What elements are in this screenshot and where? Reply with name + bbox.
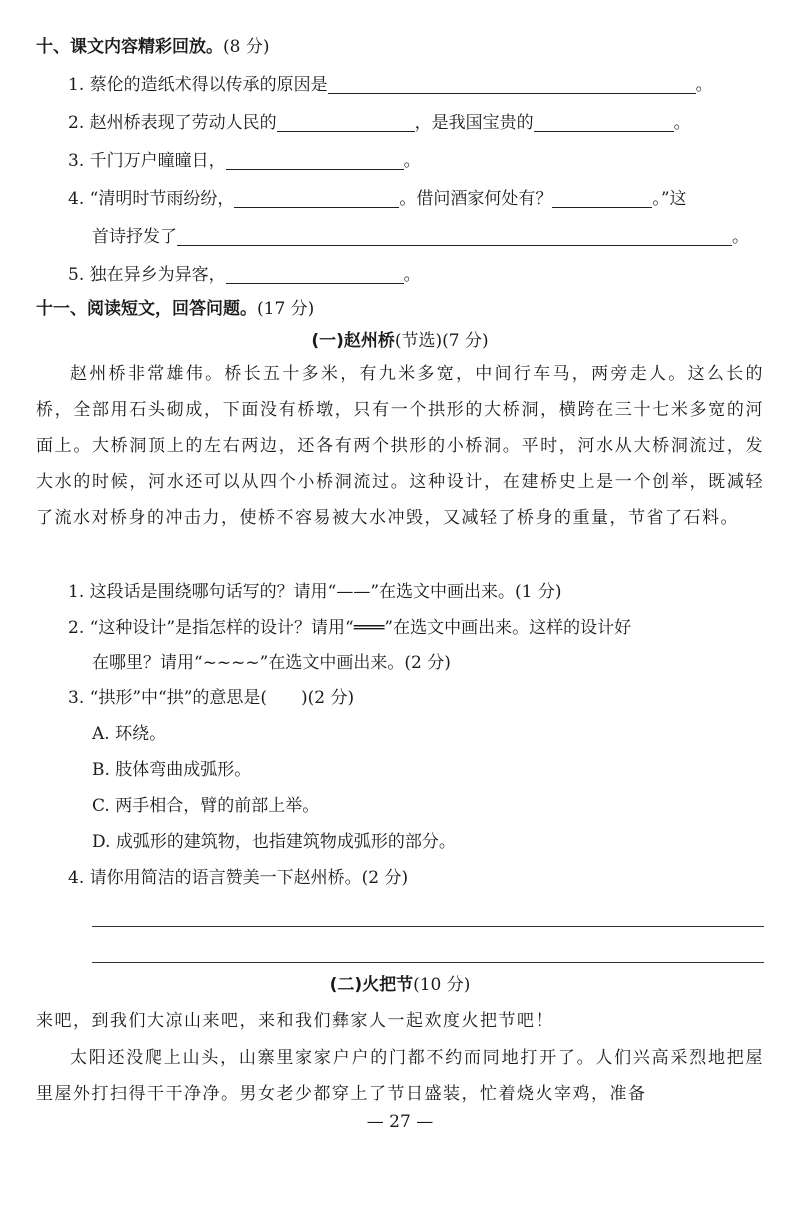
question-10-4-continued: 首诗抒发了 。 [92, 220, 764, 254]
passage-2-text: 太阳还没爬上山头，山寨里家家户户的门都不约而同地打开了。人们兴高采烈地把屋里屋外打扫得干干净净。男女老少都穿上了节日盛装，忙着烧火宰鸡，准备 [36, 1048, 764, 1104]
question-10-2: 2. 赵州桥表现了劳动人民的 ，是我国宝贵的 。 [68, 106, 764, 140]
question-11-1-1: 1. 这段话是围绕哪句话写的？请用“——”在选文中画出来。(1 分) [68, 582, 562, 602]
answer-blank[interactable] [177, 223, 732, 246]
question-11-1-2-continued: 在哪里？请用“~~~~”在选文中画出来。(2 分) [92, 653, 451, 673]
passage-1-text: 赵州桥非常雄伟。桥长五十多米，有九米多宽，中间行车马，两旁走人。这么长的桥，全部用石头砌成，下面没有桥墩，只有一个拱形的大桥洞，横跨在三十七米多宽的河面上。大桥洞顶上的左右两边，还各有两个拱形的小桥洞。平时，河水从大桥洞流过，发大水的时候，河水还可以从四个小桥洞流过。这种设计，在建桥史上是一个创举，既减轻了流水对桥身的冲击力，使桥不容易被大水冲毁，又减轻了桥身的重量，节省了石料。 [36, 364, 764, 528]
option-b[interactable]: B. 肢体弯曲成弧形。 [92, 760, 252, 780]
question-11-1-2: 2. “这种设计”是指怎样的设计？请用“═══”在选文中画出来。这样的设计好 [68, 618, 632, 638]
answer-line[interactable] [92, 926, 764, 927]
passage-1-heading: (一)赵州桥(节选)(7 分) [311, 331, 489, 351]
answer-blank[interactable] [277, 109, 415, 132]
page-number: — 27 — [366, 1112, 434, 1132]
passage-2-line-1: 来吧，到我们大凉山来吧，来和我们彝家人一起欢度火把节吧！ [36, 1011, 554, 1031]
question-11-1-4: 4. 请你用简洁的语言赞美一下赵州桥。(2 分) [68, 868, 409, 888]
answer-line[interactable] [92, 962, 764, 963]
question-10-4: 4. “清明时节雨纷纷， 。借问酒家何处有？ 。”这 [68, 182, 764, 216]
answer-blank[interactable] [328, 71, 696, 94]
option-a[interactable]: A. 环绕。 [92, 724, 167, 744]
answer-blank[interactable] [226, 147, 404, 170]
answer-blank[interactable] [552, 185, 652, 208]
question-11-1-3: 3. “拱形”中“拱”的意思是( )(2 分) [68, 688, 355, 708]
option-d[interactable]: D. 成弧形的建筑物，也指建筑物成弧形的部分。 [92, 832, 456, 852]
section-10-title: 十、课文内容精彩回放。(8 分) [36, 37, 270, 57]
answer-blank[interactable] [534, 109, 674, 132]
option-c[interactable]: C. 两手相合，臂的前部上举。 [92, 796, 320, 816]
question-10-5: 5. 独在异乡为异客， 。 [68, 258, 764, 292]
passage-2-heading: (二)火把节(10 分) [329, 975, 471, 995]
question-10-1: 1. 蔡伦的造纸术得以传承的原因是 。 [68, 68, 764, 102]
answer-blank[interactable] [234, 185, 399, 208]
answer-blank[interactable] [226, 261, 404, 284]
question-10-3: 3. 千门万户曈曈日， 。 [68, 144, 764, 178]
section-11-title: 十一、阅读短文，回答问题。(17 分) [36, 299, 315, 319]
